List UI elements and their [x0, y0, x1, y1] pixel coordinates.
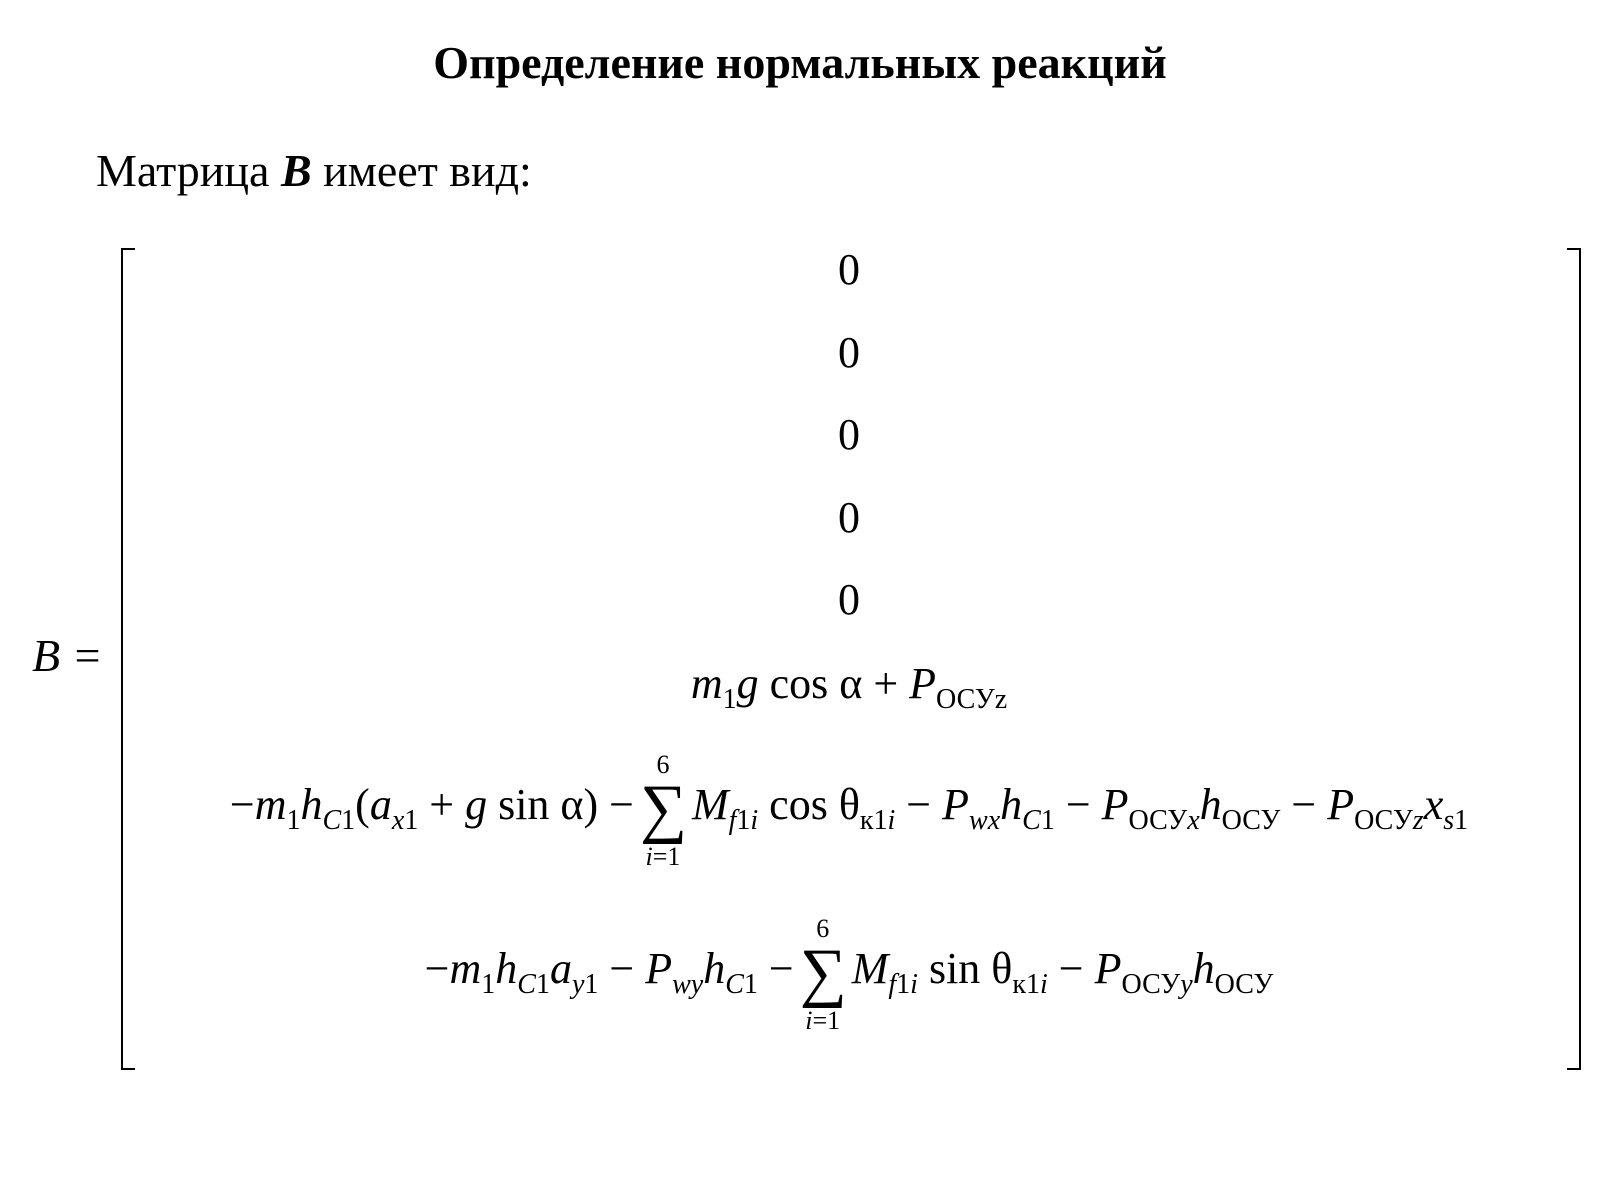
matrix-row-3: 0 — [838, 410, 860, 459]
matrix-row-6: $m_1g$ $\cos \alpha + P_{ОСУz}$ — [690, 659, 1008, 715]
intro-prefix: Матрица — [96, 145, 270, 196]
sum-symbol: 6 ∑ i=1 — [639, 750, 688, 871]
matrix-row-1: 0 — [838, 245, 860, 294]
matrix-row-7: $-m_1h_{C1}(a_{x1} + g$ sin α) − 6 ∑ i=1 $M_{f1i}$ $\cos \theta_{к1i} - P_{wx}h_{C1} - P_{ОСУx}h_{ОСУ} - P_{ОСУz}x_{s1}$ — [229, 750, 1469, 871]
matrix-row-8: $-m_1h_{C1}a_{y1} - P_{wy}h_{C1}$ − 6 ∑ i=1 $M_{f1i}$ $\sin \theta_{к1i} - P_{ОСУy}h_{ОСУ}$ — [424, 914, 1274, 1035]
left-bracket — [121, 248, 135, 1070]
matrix-symbol: B — [280, 145, 312, 196]
right-bracket — [1567, 248, 1581, 1070]
matrix-row-5: 0 — [838, 575, 860, 624]
sum-symbol: 6 ∑ i=1 — [799, 914, 847, 1035]
matrix-row-2: 0 — [838, 328, 860, 377]
intro-suffix: имеет вид: — [323, 145, 532, 196]
matrix-row-4: 0 — [838, 493, 860, 542]
intro-text — [96, 142, 532, 200]
equation-lhs: B = — [32, 630, 103, 681]
page-title: Определение нормальных реакций — [433, 37, 1167, 88]
